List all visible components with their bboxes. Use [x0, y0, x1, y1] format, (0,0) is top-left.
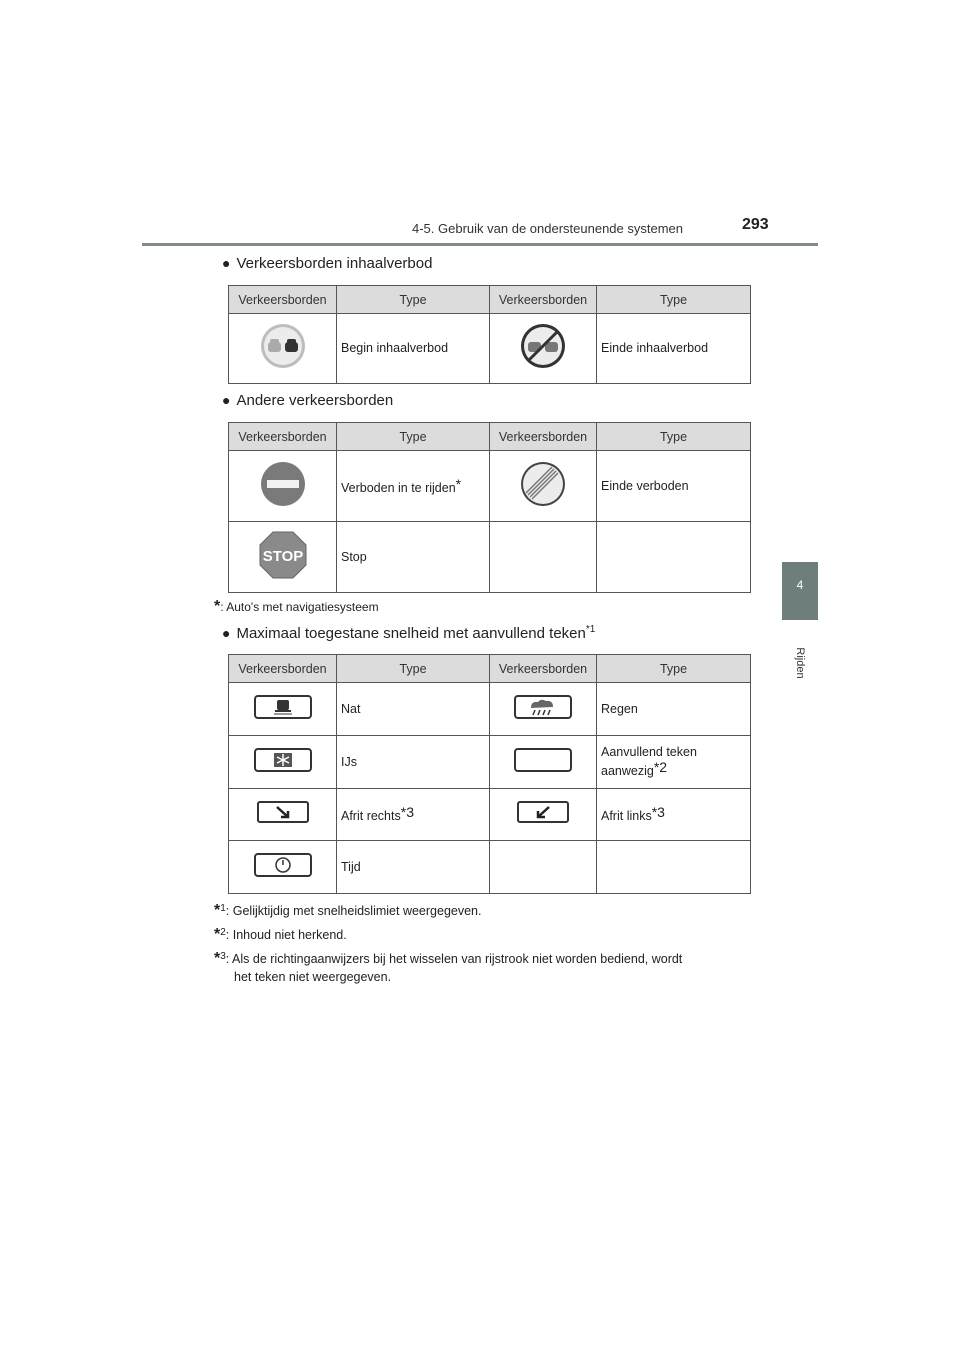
exit-left-plate-icon — [517, 801, 569, 823]
column-header-sign: Verkeersborden — [229, 286, 337, 314]
footnote-marker: * — [214, 598, 221, 615]
supplementary-signs-table — [228, 654, 751, 894]
type-cell: Einde verboden — [597, 451, 751, 522]
chapter-tab — [782, 562, 818, 620]
stop-sign-icon — [258, 530, 308, 580]
sign-cell — [490, 789, 597, 841]
column-header-type: Type — [337, 423, 490, 451]
section-heading-no-overtaking — [222, 255, 432, 272]
sign-cell — [490, 314, 597, 384]
bullet-icon: ● — [222, 392, 231, 408]
sign-cell — [229, 736, 337, 789]
column-header-type: Type — [597, 286, 751, 314]
footnote-number: 3 — [220, 951, 226, 962]
empty-cell — [490, 841, 597, 894]
footnote-text: : Als de richtingaanwijzers bij het wisselen van rijstrook niet worden bediend, wordt — [225, 952, 683, 966]
footnote-text-continued: het teken niet weergegeven. — [234, 970, 392, 984]
table-row — [229, 789, 751, 841]
footnote-marker: *1 — [585, 624, 596, 635]
column-header-sign: Verkeersborden — [490, 423, 597, 451]
footnote-marker: *3 — [651, 804, 665, 820]
footnote-number: 1 — [220, 903, 226, 914]
no-overtaking-signs-table — [228, 285, 751, 384]
column-header-type: Type — [337, 655, 490, 683]
footnote-marker: * — [214, 902, 221, 919]
no-overtaking-sign-icon — [259, 322, 307, 370]
ice-plate-icon — [254, 748, 312, 772]
rain-plate-icon — [514, 695, 572, 719]
table-row — [229, 451, 751, 522]
sign-cell — [229, 841, 337, 894]
column-header-sign: Verkeersborden — [229, 423, 337, 451]
table-header-row — [229, 286, 751, 314]
bullet-icon: ● — [222, 625, 231, 641]
chapter-label: Rijden — [794, 647, 806, 679]
bullet-icon: ● — [222, 255, 231, 271]
end-of-restrictions-sign-icon — [519, 460, 567, 508]
type-label: Afrit rechts — [341, 809, 401, 823]
type-cell — [337, 451, 490, 522]
type-cell: Nat — [337, 683, 490, 736]
footnote-marker: *2 — [653, 759, 668, 775]
blank-plate-icon — [514, 748, 572, 772]
sign-cell — [490, 683, 597, 736]
footnote-number: 2 — [220, 927, 226, 938]
type-cell — [337, 789, 490, 841]
footnote-marker: * — [214, 926, 221, 943]
empty-cell — [490, 522, 597, 593]
column-header-sign: Verkeersborden — [490, 286, 597, 314]
footnote-marker: *3 — [400, 804, 414, 820]
no-entry-sign-icon — [259, 460, 307, 508]
footnote-text: : Gelijktijdig met snelheidslimiet weergegeven. — [225, 904, 482, 918]
section-heading-text: Andere verkeersborden — [236, 392, 394, 409]
wet-road-plate-icon — [254, 695, 312, 719]
sign-cell — [229, 314, 337, 384]
sign-cell — [229, 522, 337, 593]
table-row — [229, 736, 751, 789]
empty-cell — [597, 522, 751, 593]
type-cell: Begin inhaalverbod — [337, 314, 490, 384]
column-header-type: Type — [597, 655, 751, 683]
type-cell: IJs — [337, 736, 490, 789]
type-cell — [597, 736, 751, 789]
footnote — [214, 900, 746, 920]
type-label: aanwezig — [601, 764, 654, 778]
type-cell: Einde inhaalverbod — [597, 314, 751, 384]
header-section-title: 4-5. Gebruik van de ondersteunende systemen — [412, 221, 684, 236]
time-plate-icon — [254, 853, 312, 877]
footnote-marker: * — [455, 475, 462, 492]
sign-cell — [490, 736, 597, 789]
section-heading-text: Verkeersborden inhaalverbod — [236, 255, 433, 272]
table-row — [229, 522, 751, 593]
chapter-number: 4 — [796, 578, 804, 592]
other-signs-table — [228, 422, 751, 593]
footnote-text: : Inhoud niet herkend. — [225, 928, 347, 942]
type-cell: Regen — [597, 683, 751, 736]
sign-cell — [490, 451, 597, 522]
footnote-text: : Auto's met navigatiesysteem — [220, 600, 379, 614]
stop-sign-text: STOP — [262, 547, 303, 565]
table-header-row — [229, 423, 751, 451]
sign-cell — [229, 451, 337, 522]
column-header-type: Type — [597, 423, 751, 451]
section-heading-other-signs — [222, 392, 393, 409]
page-number: 293 — [742, 216, 769, 233]
header-divider — [142, 243, 818, 246]
table-header-row — [229, 655, 751, 683]
column-header-type: Type — [337, 286, 490, 314]
section-heading-text: Maximaal toegestane snelheid met aanvullend teken — [236, 625, 586, 642]
type-cell: Stop — [337, 522, 490, 593]
section-heading-max-speed — [222, 624, 595, 642]
end-no-overtaking-sign-icon — [519, 322, 567, 370]
footnote — [214, 598, 746, 616]
sign-cell — [229, 683, 337, 736]
footnote — [214, 924, 746, 944]
footnote — [214, 948, 746, 986]
table-row — [229, 314, 751, 384]
type-label: Verboden in te rijden — [341, 480, 456, 495]
table-row — [229, 841, 751, 894]
empty-cell — [597, 841, 751, 894]
sign-cell — [229, 789, 337, 841]
type-cell — [597, 789, 751, 841]
exit-right-plate-icon — [257, 801, 309, 823]
footnote-marker: * — [214, 950, 221, 967]
column-header-sign: Verkeersborden — [229, 655, 337, 683]
table-row — [229, 683, 751, 736]
chapter-label-box — [782, 648, 818, 678]
type-label: Afrit links — [601, 809, 652, 823]
type-label: Aanvullend teken — [601, 745, 697, 759]
column-header-sign: Verkeersborden — [490, 655, 597, 683]
type-cell: Tijd — [337, 841, 490, 894]
